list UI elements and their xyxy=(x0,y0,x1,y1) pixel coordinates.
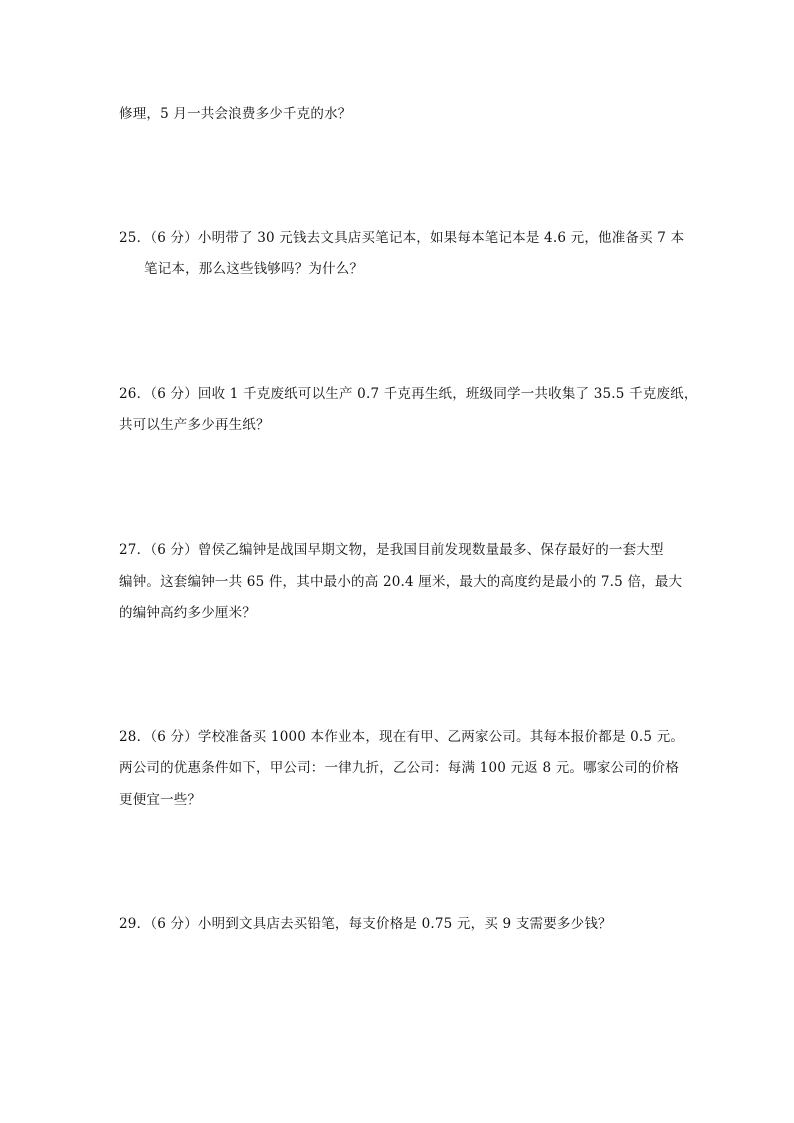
question-text: 共可以生产多少再生纸？ xyxy=(119,417,270,433)
question-text: 29．（6 分）小明到文具店去买铅笔，每支价格是 0.75 元，买 9 支需要多少钱？ xyxy=(119,916,612,932)
continuation-text: 修理，5 月一共会浪费多少千克的水？ xyxy=(119,106,352,122)
question-text: 笔记本，那么这些钱够吗？为什么？ xyxy=(144,261,364,277)
question-text: 的编钟高约多少厘米？ xyxy=(119,605,256,621)
question-text: 更便宜一些？ xyxy=(119,792,202,808)
question-text: 25．（6 分）小明带了 30 元钱去文具店买笔记本，如果每本笔记本是 4.6 元，他准备买 7 本 xyxy=(119,230,685,246)
question-text: 26．（6 分）回收 1 千克废纸可以生产 0.7 千克再生纸，班级同学一共收集了 35.5 千克废纸， xyxy=(119,386,698,402)
question-text: 28．（6 分）学校准备买 1000 本作业本，现在有甲、乙两家公司。其每本报价都是 0.5 元。 xyxy=(119,729,685,745)
question-text: 两公司的优惠条件如下，甲公司：一律九折，乙公司：每满 100 元返 8 元。哪家公司的价格 xyxy=(119,760,680,776)
question-text: 编钟。这套编钟一共 65 件，其中最小的高 20.4 厘米，最大的高度约是最小的 7.5 倍，最大 xyxy=(119,574,683,590)
question-text: 27．（6 分）曾侯乙编钟是战国早期文物，是我国目前发现数量最多、保存最好的一套大型 xyxy=(119,542,664,558)
